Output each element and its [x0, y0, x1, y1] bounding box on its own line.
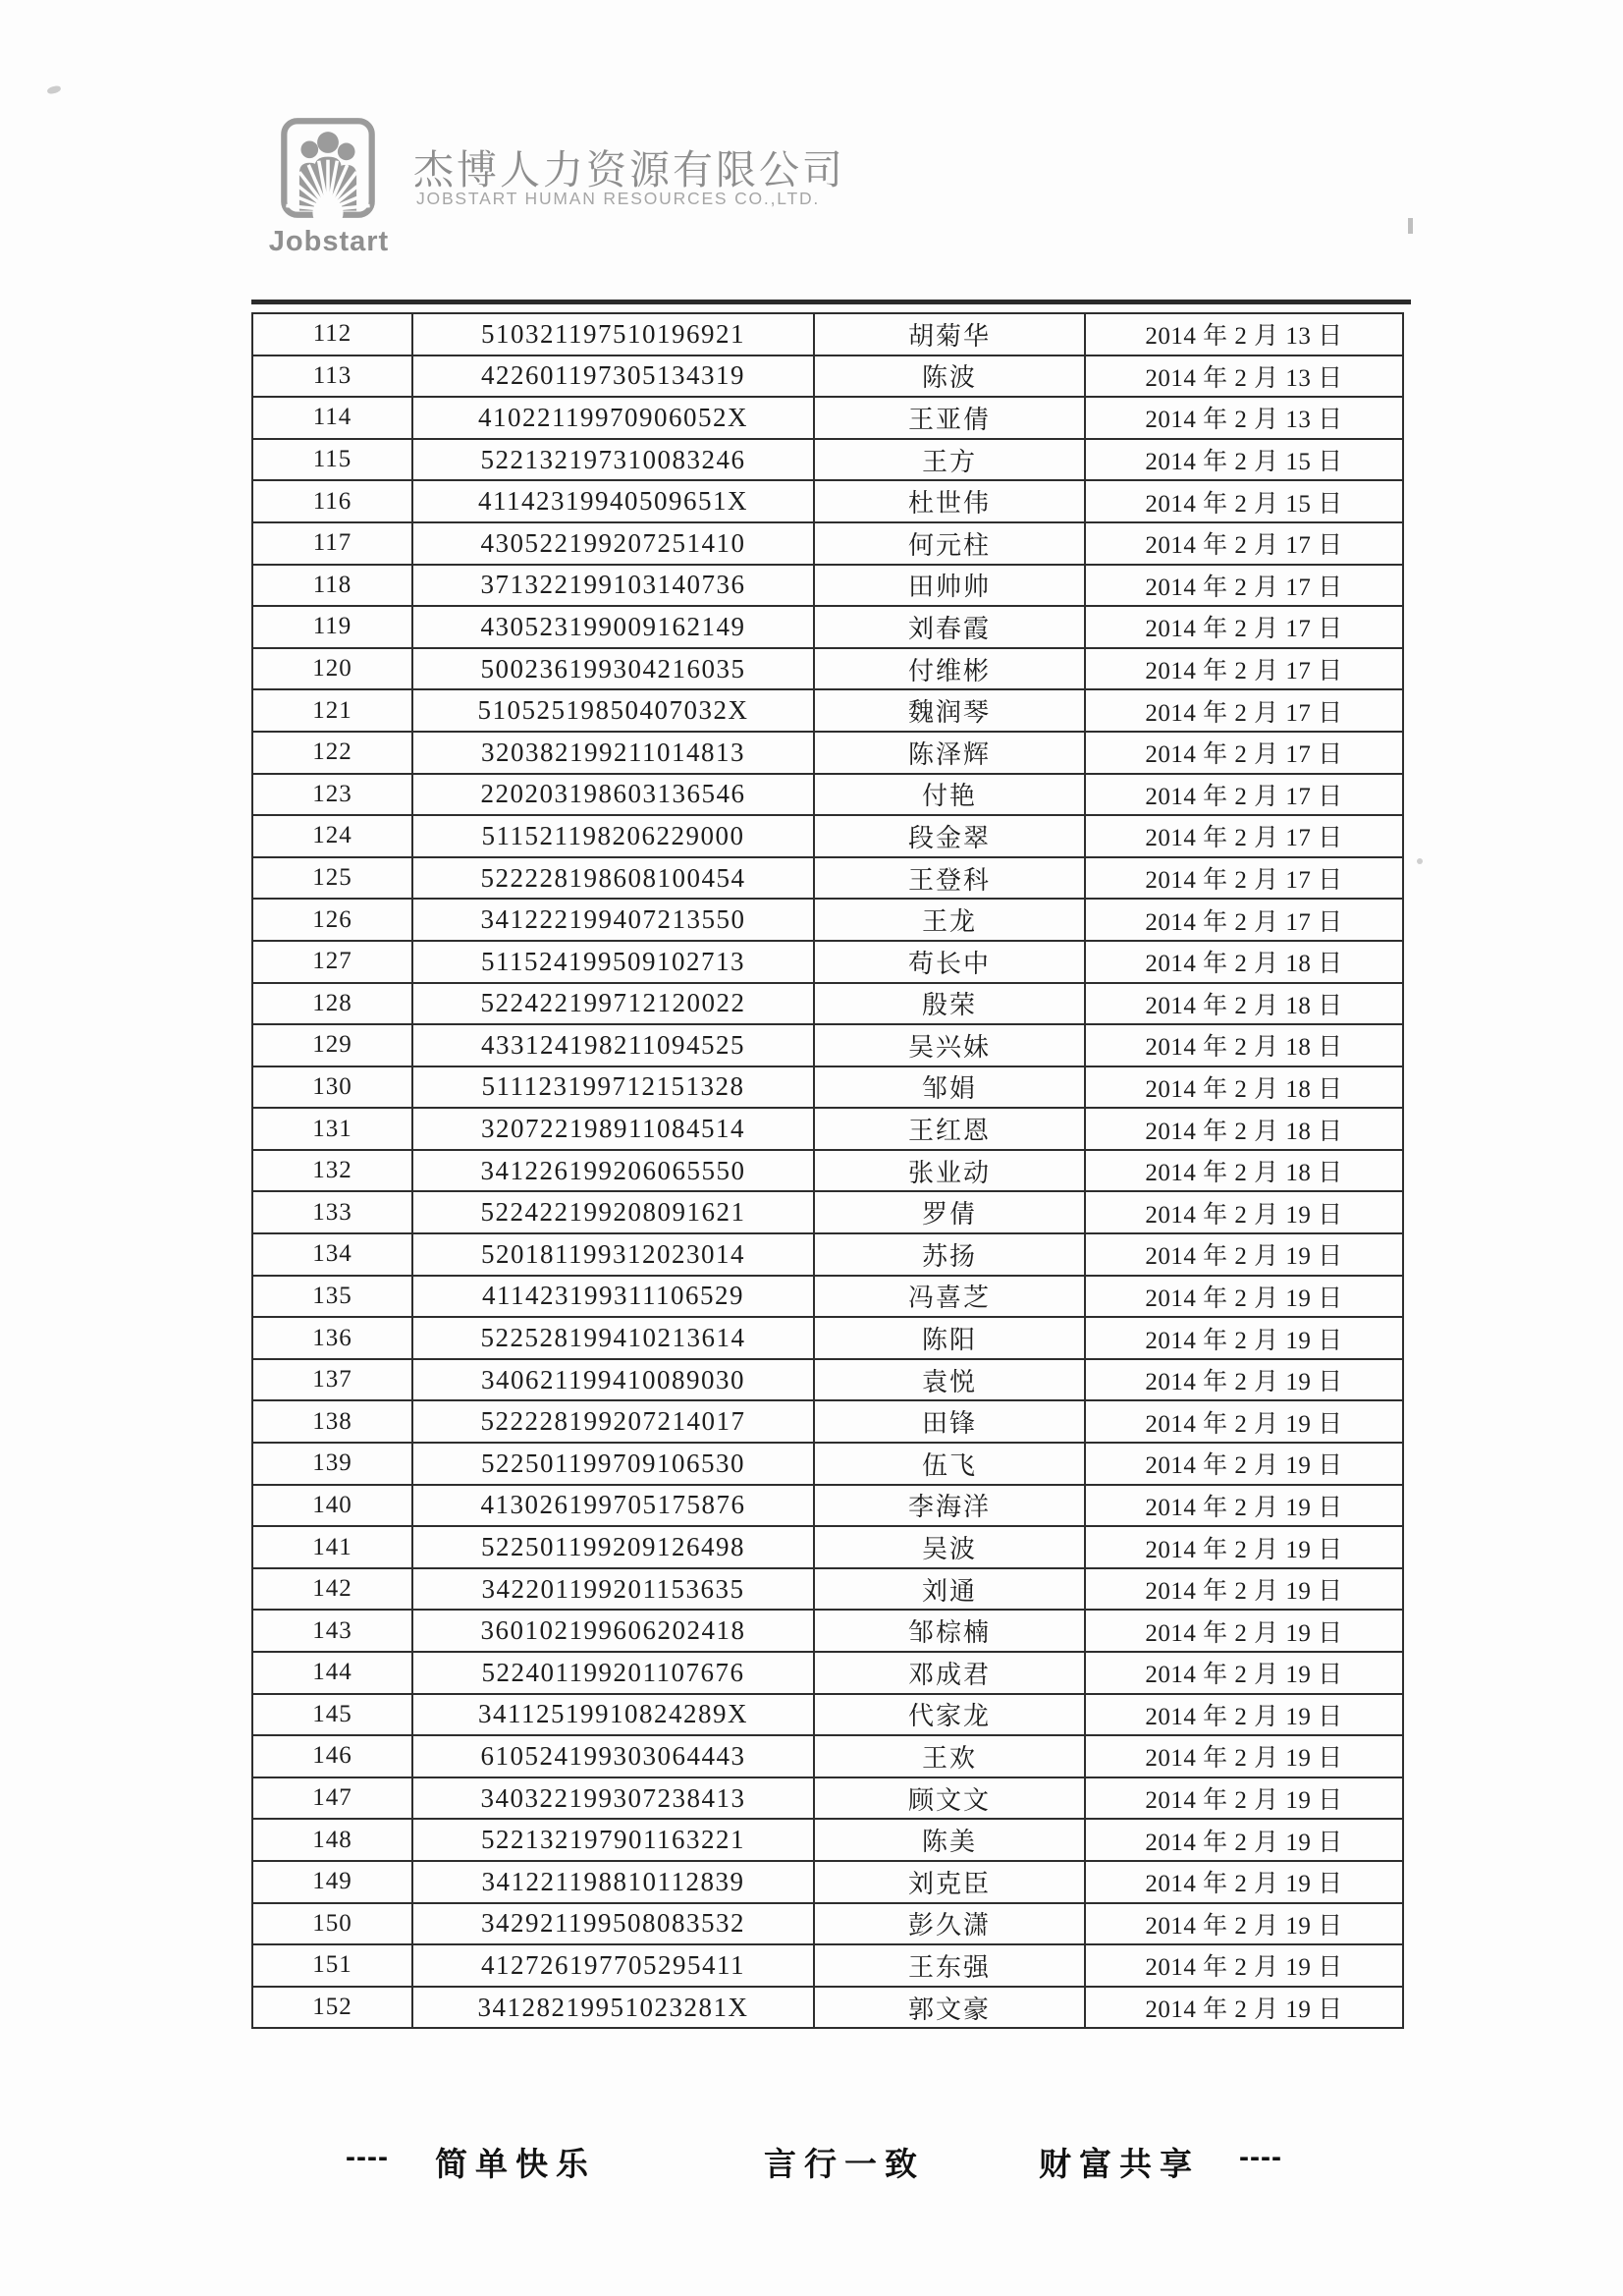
entry-date-cell: 2014 年 2 月 19 日 — [1085, 1233, 1403, 1276]
id-number-cell: 500236199304216035 — [412, 648, 814, 690]
entry-date-cell: 2014 年 2 月 17 日 — [1085, 648, 1403, 690]
id-number-cell: 360102199606202418 — [412, 1610, 814, 1652]
id-number-cell: 510321197510196921 — [412, 313, 814, 355]
person-name-cell: 张业动 — [814, 1150, 1085, 1192]
person-name-cell: 伍飞 — [814, 1443, 1085, 1485]
id-number-cell: 41142319940509651X — [412, 480, 814, 522]
entry-date-cell: 2014 年 2 月 18 日 — [1085, 1024, 1403, 1066]
person-name-cell: 付维彬 — [814, 648, 1085, 690]
entry-date-cell: 2014 年 2 月 13 日 — [1085, 397, 1403, 439]
person-name-cell: 胡菊华 — [814, 313, 1085, 355]
table-row — [252, 1944, 1403, 1987]
id-number-cell: 341226199206065550 — [412, 1150, 814, 1192]
id-number-cell: 34128219951023281X — [412, 1987, 814, 2029]
row-number: 116 — [252, 480, 412, 522]
row-number: 146 — [252, 1735, 412, 1777]
table-row — [252, 1777, 1403, 1820]
entry-date-cell: 2014 年 2 月 19 日 — [1085, 1610, 1403, 1652]
id-number-cell: 511521198206229000 — [412, 815, 814, 857]
row-number: 148 — [252, 1819, 412, 1861]
table-row — [252, 1694, 1403, 1736]
table-row — [252, 941, 1403, 983]
id-number-cell: 522501199709106530 — [412, 1443, 814, 1485]
table-row — [252, 1191, 1403, 1233]
table-row — [252, 355, 1403, 398]
entry-date-cell: 2014 年 2 月 17 日 — [1085, 899, 1403, 941]
id-number-cell: 522528199410213614 — [412, 1317, 814, 1359]
row-number: 135 — [252, 1276, 412, 1318]
row-number: 123 — [252, 774, 412, 816]
row-number: 125 — [252, 857, 412, 900]
person-name-cell: 罗倩 — [814, 1191, 1085, 1233]
person-name-cell: 杜世伟 — [814, 480, 1085, 522]
person-name-cell: 陈美 — [814, 1819, 1085, 1861]
table-row — [252, 480, 1403, 522]
id-number-cell: 320722198911084514 — [412, 1108, 814, 1150]
entry-date-cell: 2014 年 2 月 17 日 — [1085, 732, 1403, 774]
person-name-cell: 殷荣 — [814, 983, 1085, 1025]
table-row — [252, 648, 1403, 690]
id-number-cell: 430523199009162149 — [412, 606, 814, 648]
row-number: 145 — [252, 1694, 412, 1736]
id-number-cell: 41022119970906052X — [412, 397, 814, 439]
entry-date-cell: 2014 年 2 月 15 日 — [1085, 439, 1403, 481]
company-name-chinese: 杰博人力资源有限公司 — [413, 147, 845, 192]
entry-date-cell: 2014 年 2 月 17 日 — [1085, 857, 1403, 900]
person-name-cell: 田帅帅 — [814, 565, 1085, 607]
id-number-cell: 522401199201107676 — [412, 1652, 814, 1694]
table-row — [252, 1735, 1403, 1777]
entry-date-cell: 2014 年 2 月 19 日 — [1085, 1485, 1403, 1527]
id-number-cell: 342921199508083532 — [412, 1903, 814, 1945]
row-number: 122 — [252, 732, 412, 774]
table-row — [252, 1024, 1403, 1066]
person-name-cell: 吴兴妹 — [814, 1024, 1085, 1066]
row-number: 140 — [252, 1485, 412, 1527]
logo-brand-text: Jobstart — [268, 226, 390, 257]
scan-artifact — [46, 84, 61, 94]
page-footer — [0, 2139, 1623, 2188]
entry-date-cell: 2014 年 2 月 18 日 — [1085, 1066, 1403, 1109]
id-number-cell: 34112519910824289X — [412, 1694, 814, 1736]
row-number: 144 — [252, 1652, 412, 1694]
table-row — [252, 1359, 1403, 1401]
scan-artifact — [1417, 858, 1423, 864]
table-row — [252, 1987, 1403, 2029]
table-row — [252, 1150, 1403, 1192]
entry-date-cell: 2014 年 2 月 17 日 — [1085, 565, 1403, 607]
id-number-cell: 522422199712120022 — [412, 983, 814, 1025]
person-name-cell: 陈泽辉 — [814, 732, 1085, 774]
entry-date-cell: 2014 年 2 月 18 日 — [1085, 983, 1403, 1025]
person-name-cell: 苟长中 — [814, 941, 1085, 983]
row-number: 141 — [252, 1526, 412, 1568]
row-number: 149 — [252, 1861, 412, 1903]
id-number-cell: 522132197310083246 — [412, 439, 814, 481]
jobstart-people-sunburst-icon — [277, 116, 379, 220]
person-name-cell: 王东强 — [814, 1944, 1085, 1987]
entry-date-cell: 2014 年 2 月 19 日 — [1085, 1652, 1403, 1694]
table-row — [252, 397, 1403, 439]
table-row — [252, 1108, 1403, 1150]
row-number: 134 — [252, 1233, 412, 1276]
person-name-cell: 陈阳 — [814, 1317, 1085, 1359]
person-name-cell: 邹棕楠 — [814, 1610, 1085, 1652]
table-row — [252, 439, 1403, 481]
table-row — [252, 606, 1403, 648]
row-number: 152 — [252, 1987, 412, 2029]
person-name-cell: 王龙 — [814, 899, 1085, 941]
person-name-cell: 邹娟 — [814, 1066, 1085, 1109]
table-row — [252, 1443, 1403, 1485]
id-number-cell: 412726197705295411 — [412, 1944, 814, 1987]
id-number-cell: 422601197305134319 — [412, 355, 814, 398]
entry-date-cell: 2014 年 2 月 19 日 — [1085, 1526, 1403, 1568]
row-number: 139 — [252, 1443, 412, 1485]
row-number: 132 — [252, 1150, 412, 1192]
table-row — [252, 732, 1403, 774]
row-number: 126 — [252, 899, 412, 941]
id-number-cell: 522501199209126498 — [412, 1526, 814, 1568]
entry-date-cell: 2014 年 2 月 19 日 — [1085, 1819, 1403, 1861]
table-row — [252, 1400, 1403, 1443]
row-number: 133 — [252, 1191, 412, 1233]
row-number: 150 — [252, 1903, 412, 1945]
person-name-cell: 王欢 — [814, 1735, 1085, 1777]
entry-date-cell: 2014 年 2 月 19 日 — [1085, 1861, 1403, 1903]
id-number-cell: 511123199712151328 — [412, 1066, 814, 1109]
row-number: 136 — [252, 1317, 412, 1359]
person-name-cell: 李海洋 — [814, 1485, 1085, 1527]
id-number-cell: 341222199407213550 — [412, 899, 814, 941]
table-row — [252, 522, 1403, 565]
entry-date-cell: 2014 年 2 月 18 日 — [1085, 1108, 1403, 1150]
row-number: 115 — [252, 439, 412, 481]
person-name-cell: 魏润琴 — [814, 689, 1085, 732]
entry-date-cell: 2014 年 2 月 13 日 — [1085, 313, 1403, 355]
row-number: 114 — [252, 397, 412, 439]
id-number-cell: 433124198211094525 — [412, 1024, 814, 1066]
row-number: 138 — [252, 1400, 412, 1443]
table-row — [252, 1066, 1403, 1109]
row-number: 112 — [252, 313, 412, 355]
table-top-rule — [251, 300, 1411, 304]
row-number: 142 — [252, 1568, 412, 1611]
entry-date-cell: 2014 年 2 月 19 日 — [1085, 1443, 1403, 1485]
id-number-cell: 341221198810112839 — [412, 1861, 814, 1903]
footer-slogan-1: 简单快乐 — [435, 2148, 596, 2183]
row-number: 119 — [252, 606, 412, 648]
entry-date-cell: 2014 年 2 月 19 日 — [1085, 1694, 1403, 1736]
person-name-cell: 刘通 — [814, 1568, 1085, 1611]
entry-date-cell: 2014 年 2 月 19 日 — [1085, 1191, 1403, 1233]
table-row — [252, 774, 1403, 816]
id-number-cell: 522132197901163221 — [412, 1819, 814, 1861]
entry-date-cell: 2014 年 2 月 15 日 — [1085, 480, 1403, 522]
table-row — [252, 1276, 1403, 1318]
footer-slogan-3: 财富共享 — [1039, 2148, 1200, 2183]
id-number-cell: 220203198603136546 — [412, 774, 814, 816]
table-row — [252, 899, 1403, 941]
entry-date-cell: 2014 年 2 月 17 日 — [1085, 689, 1403, 732]
row-number: 121 — [252, 689, 412, 732]
table-row — [252, 1819, 1403, 1861]
person-name-cell: 王亚倩 — [814, 397, 1085, 439]
table-row — [252, 313, 1403, 355]
person-name-cell: 袁悦 — [814, 1359, 1085, 1401]
company-name-english: JOBSTART HUMAN RESOURCES CO.,LTD. — [416, 189, 821, 208]
id-number-cell: 411423199311106529 — [412, 1276, 814, 1318]
id-number-cell: 320382199211014813 — [412, 732, 814, 774]
person-name-cell: 刘春霞 — [814, 606, 1085, 648]
footer-slogan-2: 言行一致 — [764, 2148, 925, 2183]
person-name-cell: 王红恩 — [814, 1108, 1085, 1150]
table-row — [252, 1568, 1403, 1611]
person-name-cell: 陈波 — [814, 355, 1085, 398]
person-name-cell: 田锋 — [814, 1400, 1085, 1443]
footer-dash-right: ---- — [1239, 2141, 1282, 2173]
row-number: 118 — [252, 565, 412, 607]
id-number-cell: 340621199410089030 — [412, 1359, 814, 1401]
roster-table — [251, 312, 1404, 2029]
id-number-cell: 340322199307238413 — [412, 1777, 814, 1820]
row-number: 120 — [252, 648, 412, 690]
entry-date-cell: 2014 年 2 月 19 日 — [1085, 1400, 1403, 1443]
entry-date-cell: 2014 年 2 月 17 日 — [1085, 522, 1403, 565]
table-row — [252, 815, 1403, 857]
row-number: 137 — [252, 1359, 412, 1401]
entry-date-cell: 2014 年 2 月 19 日 — [1085, 1359, 1403, 1401]
person-name-cell: 吴波 — [814, 1526, 1085, 1568]
row-number: 113 — [252, 355, 412, 398]
id-number-cell: 522228199207214017 — [412, 1400, 814, 1443]
person-name-cell: 代家龙 — [814, 1694, 1085, 1736]
entry-date-cell: 2014 年 2 月 17 日 — [1085, 815, 1403, 857]
person-name-cell: 顾文文 — [814, 1777, 1085, 1820]
table-row — [252, 1861, 1403, 1903]
entry-date-cell: 2014 年 2 月 19 日 — [1085, 1903, 1403, 1945]
id-number-cell: 522228198608100454 — [412, 857, 814, 900]
entry-date-cell: 2014 年 2 月 19 日 — [1085, 1276, 1403, 1318]
footer-dash-left: ---- — [346, 2141, 389, 2173]
table-row — [252, 1610, 1403, 1652]
table-row — [252, 565, 1403, 607]
id-number-cell: 522422199208091621 — [412, 1191, 814, 1233]
table-row — [252, 857, 1403, 900]
row-number: 124 — [252, 815, 412, 857]
row-number: 127 — [252, 941, 412, 983]
table-row — [252, 689, 1403, 732]
entry-date-cell: 2014 年 2 月 17 日 — [1085, 606, 1403, 648]
entry-date-cell: 2014 年 2 月 19 日 — [1085, 1735, 1403, 1777]
id-number-cell: 413026199705175876 — [412, 1485, 814, 1527]
id-number-cell: 51052519850407032X — [412, 689, 814, 732]
person-name-cell: 冯喜芝 — [814, 1276, 1085, 1318]
entry-date-cell: 2014 年 2 月 19 日 — [1085, 1987, 1403, 2029]
person-name-cell: 苏扬 — [814, 1233, 1085, 1276]
person-name-cell: 郭文豪 — [814, 1987, 1085, 2029]
entry-date-cell: 2014 年 2 月 18 日 — [1085, 941, 1403, 983]
entry-date-cell: 2014 年 2 月 19 日 — [1085, 1317, 1403, 1359]
id-number-cell: 430522199207251410 — [412, 522, 814, 565]
scan-artifact — [1408, 218, 1413, 234]
table-row — [252, 1903, 1403, 1945]
table-row — [252, 1317, 1403, 1359]
id-number-cell: 610524199303064443 — [412, 1735, 814, 1777]
table-row — [252, 1652, 1403, 1694]
entry-date-cell: 2014 年 2 月 17 日 — [1085, 774, 1403, 816]
id-number-cell: 520181199312023014 — [412, 1233, 814, 1276]
row-number: 117 — [252, 522, 412, 565]
entry-date-cell: 2014 年 2 月 19 日 — [1085, 1777, 1403, 1820]
row-number: 143 — [252, 1610, 412, 1652]
person-name-cell: 王登科 — [814, 857, 1085, 900]
person-name-cell: 邓成君 — [814, 1652, 1085, 1694]
id-number-cell: 342201199201153635 — [412, 1568, 814, 1611]
person-name-cell: 王方 — [814, 439, 1085, 481]
table-row — [252, 1526, 1403, 1568]
table-row — [252, 1485, 1403, 1527]
row-number: 130 — [252, 1066, 412, 1109]
person-name-cell: 刘克臣 — [814, 1861, 1085, 1903]
entry-date-cell: 2014 年 2 月 18 日 — [1085, 1150, 1403, 1192]
row-number: 128 — [252, 983, 412, 1025]
row-number: 151 — [252, 1944, 412, 1987]
table-row — [252, 983, 1403, 1025]
id-number-cell: 371322199103140736 — [412, 565, 814, 607]
entry-date-cell: 2014 年 2 月 13 日 — [1085, 355, 1403, 398]
entry-date-cell: 2014 年 2 月 19 日 — [1085, 1944, 1403, 1987]
person-name-cell: 付艳 — [814, 774, 1085, 816]
table-row — [252, 1233, 1403, 1276]
id-number-cell: 511524199509102713 — [412, 941, 814, 983]
entry-date-cell: 2014 年 2 月 19 日 — [1085, 1568, 1403, 1611]
row-number: 147 — [252, 1777, 412, 1820]
roster-table-body — [252, 313, 1403, 2028]
person-name-cell: 何元柱 — [814, 522, 1085, 565]
person-name-cell: 段金翠 — [814, 815, 1085, 857]
person-name-cell: 彭久潇 — [814, 1903, 1085, 1945]
row-number: 129 — [252, 1024, 412, 1066]
row-number: 131 — [252, 1108, 412, 1150]
